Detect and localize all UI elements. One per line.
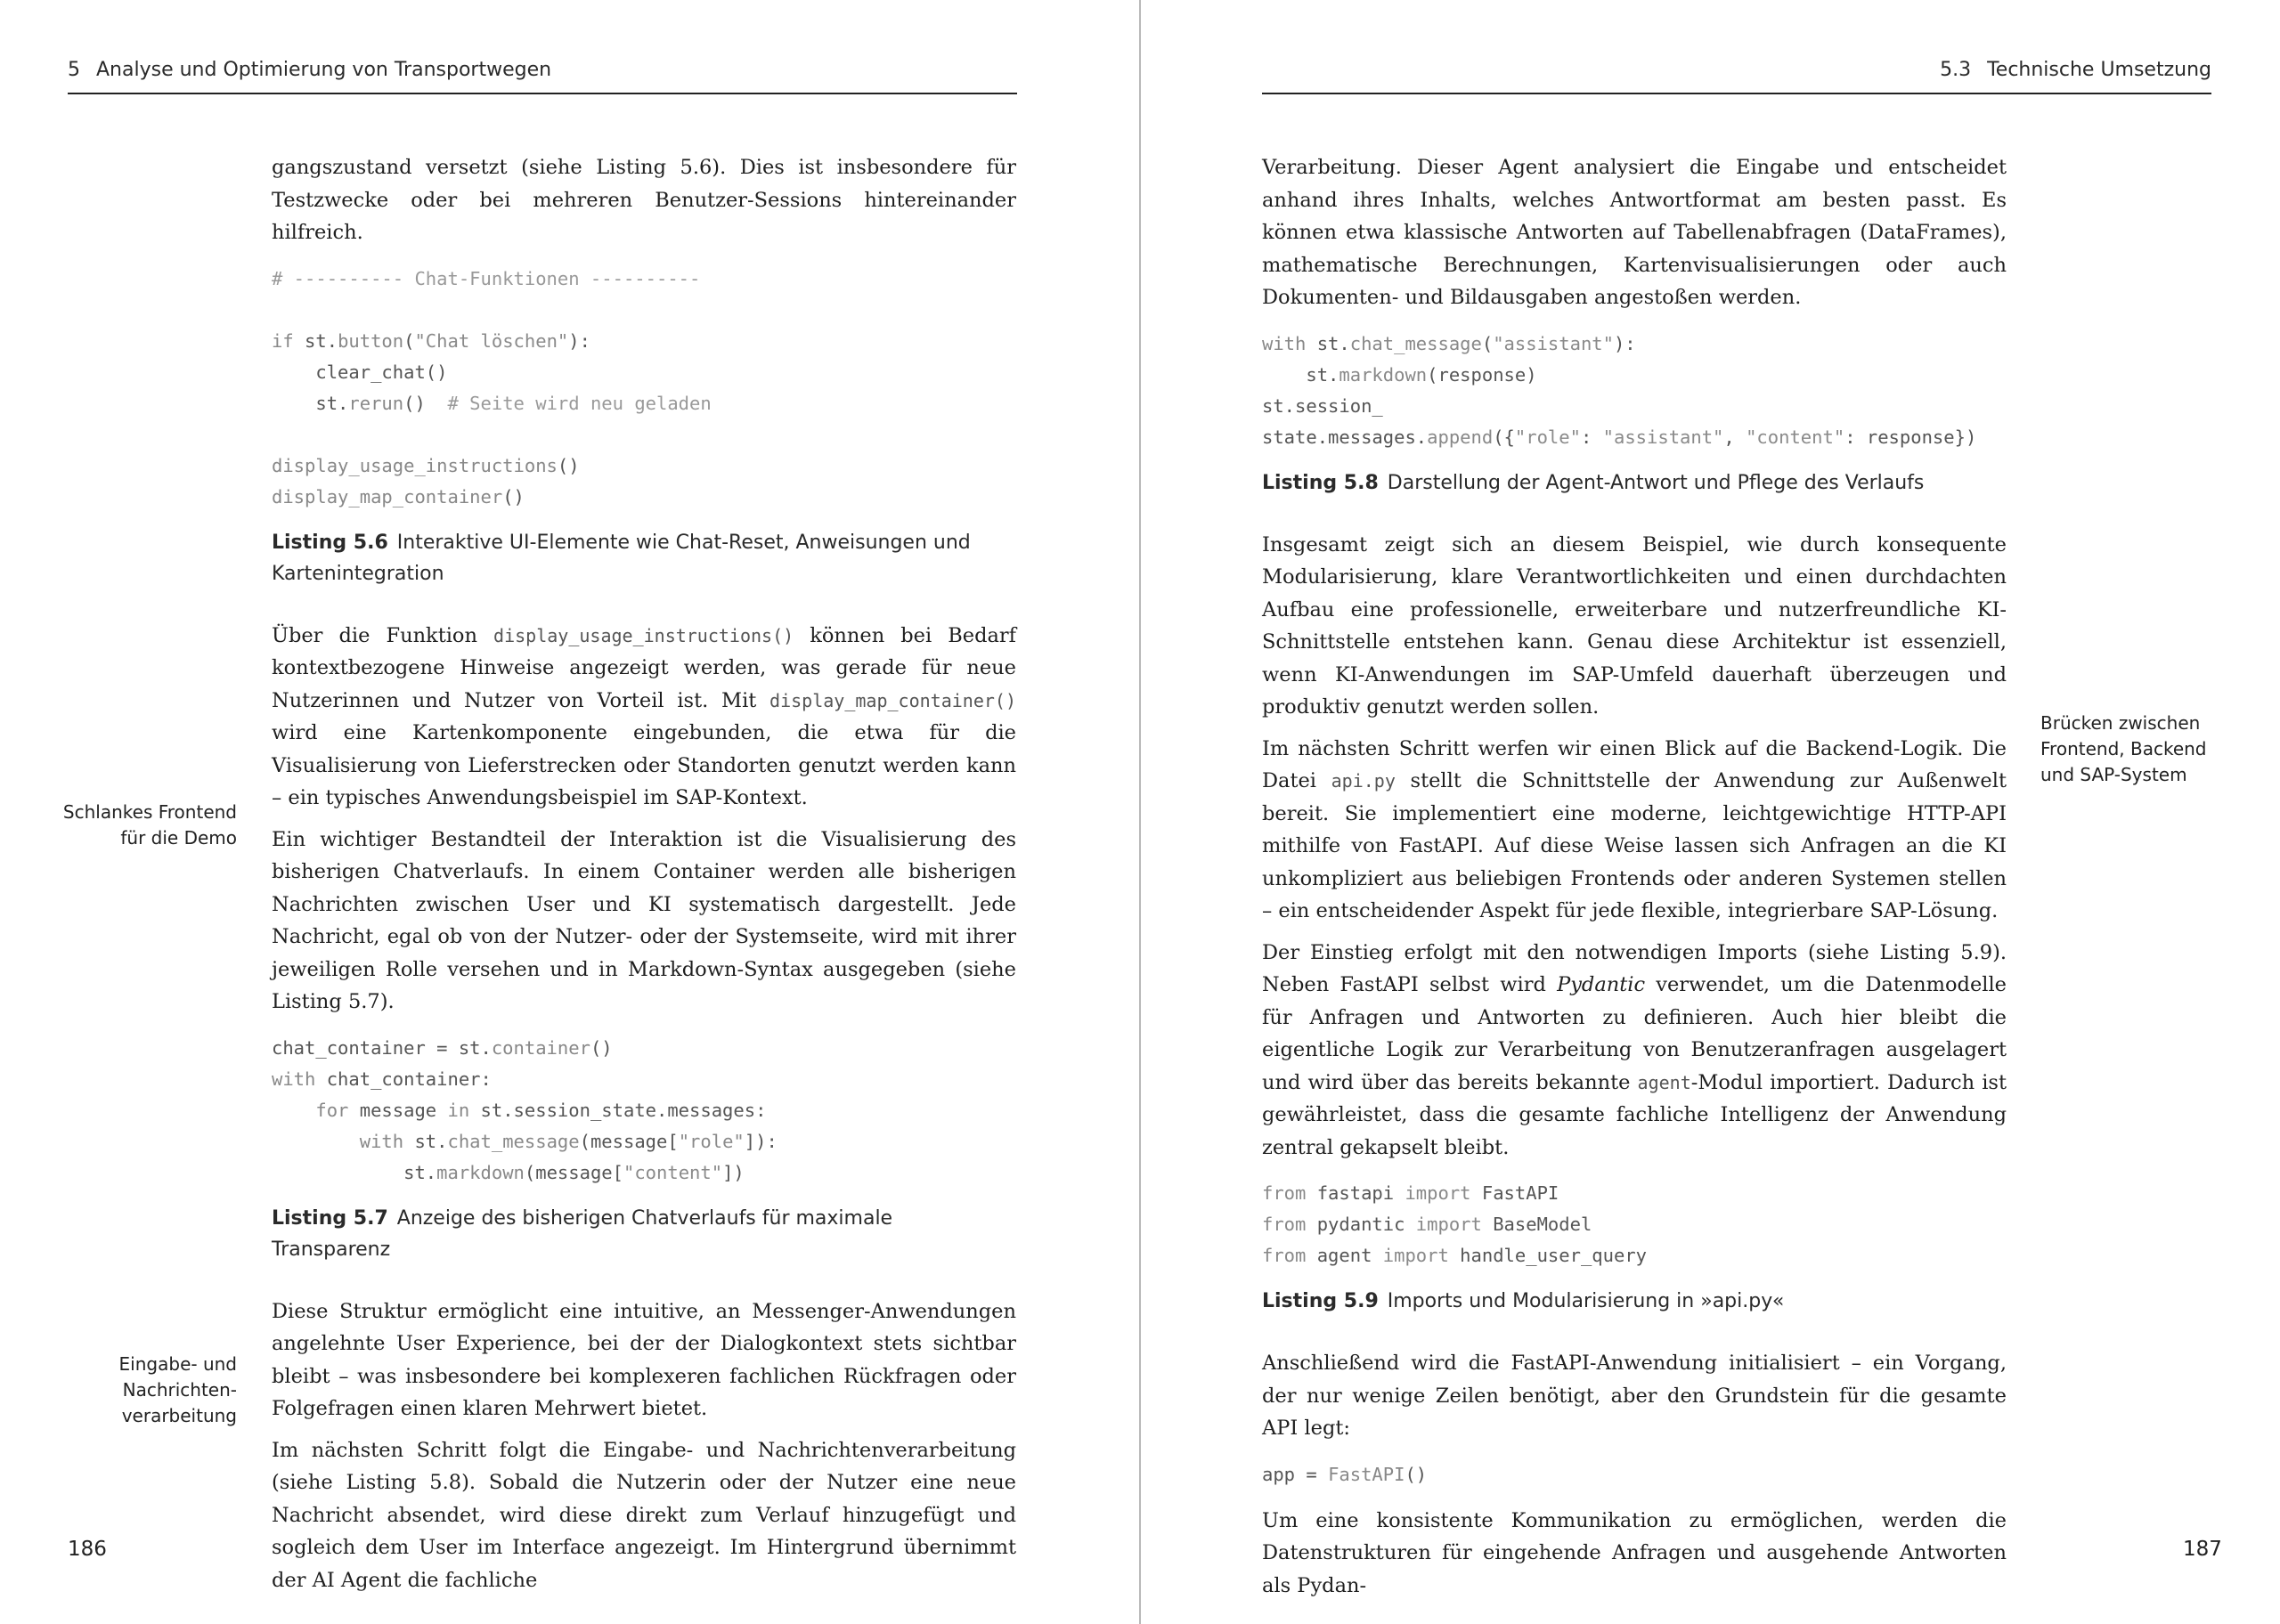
inline-code: display_map_container() bbox=[770, 689, 1016, 711]
margin-note-bridges: Brücken zwischen Frontend, Backend und SAP-System bbox=[2040, 712, 2207, 785]
inline-code: display_usage_instructions() bbox=[493, 624, 794, 646]
paragraph: Anschließend wird die FastAPI-Anwendung initialisiert – ein Vorgang, der nur wenige Zeilen benötigt, aber den Grundstein für die gesamte API legt: bbox=[1262, 1352, 2007, 1440]
listing-label: Listing 5.7 bbox=[272, 1206, 388, 1230]
paragraph: Um eine konsistente Kommunikation zu ermöglichen, werden die Datenstrukturen für eingehende Anfragen und ausgehende Antworten als Pydan- bbox=[1262, 1508, 2007, 1597]
section-number: 5.3 bbox=[1940, 59, 1972, 81]
inline-code: agent bbox=[1637, 1071, 1691, 1093]
margin-note-input: Eingabe- und Nachrichtenverarbeitung bbox=[118, 1353, 237, 1426]
paragraph: Ein wichtiger Bestandteil der Interaktion ist die Visualisierung des bisherigen Chatverlaufs. In einem Container werden alle bisherigen Nachrichten zwischen User und KI systematisch dargestellt. Jede Nachricht, egal ob von der Nutzer- oder der Systemseite, wird mit ihrer jeweiligen Rolle versehen und in Markdown-Syntax ausgegeben (siehe Listing 5.7). bbox=[272, 827, 1016, 1013]
code-listing-5-7: chat_container = st.container() with chat_container: for message in st.session_state.messages: with st.chat_message(message["role"]): st.markdown(message["content"]) bbox=[272, 1036, 778, 1183]
page-number: 186 bbox=[68, 1538, 107, 1561]
paragraph: gangszustand versetzt (siehe Listing 5.6). Dies ist insbesondere für Testzwecke oder bei mehreren Benutzer-Sessions hintereinander hilfreich. bbox=[272, 156, 1016, 244]
paragraph: Verarbeitung. Dieser Agent analysiert die Eingabe und entscheidet anhand ihres Inhalts, welches Antwortformat am besten passt. Es können etwa klassische Antworten auf Tabellenabfragen (DataFrames), mathematische Berechnungen, Kartenvisualisierungen oder auch Dokumenten- und Bildausgaben angestoßen werden. bbox=[1262, 156, 2007, 309]
listing-label: Listing 5.9 bbox=[1262, 1290, 1379, 1312]
running-header bbox=[68, 57, 1017, 94]
paragraph: Im nächsten Schritt werfen wir einen Blick auf die Backend-Logik. Die Datei api.py stellt die Schnittstelle der Anwendung zur Außenwelt bereit. Sie implementiert eine moderne, leichtgewichtige HTTP-API mithilfe von FastAPI. Auf diese Weise lassen sich Anfragen an die KI unkompliziert aus beliebigen Frontends oder anderen Systemen stellen – ein entscheidender Aspekt für jede flexible, integrierbare SAP-Lösung. bbox=[1262, 736, 2007, 922]
listing-caption-text: Darstellung der Agent-Antwort und Pflege des Verlaufs bbox=[1387, 471, 1925, 494]
code-listing-5-6: # ---------- Chat-Funktionen ---------- if st.button("Chat löschen"): clear_chat() st.rerun() # Seite wird neu geladen display_usage_instructions() display_map_container() bbox=[272, 267, 712, 508]
listing-caption bbox=[1262, 467, 2007, 499]
right-page bbox=[1141, 0, 2280, 1624]
margin-note-frontend: Schlankes Frontend für die Demo bbox=[62, 801, 237, 849]
chapter-title: Analyse und Optimierung von Transportwegen bbox=[96, 59, 552, 81]
section-title: Technische Umsetzung bbox=[1987, 59, 2211, 81]
paragraph: Der Einstieg erfolgt mit den notwendigen Imports (siehe Listing 5.9). Neben FastAPI selbst wird Pydantic verwendet, um die Datenmodelle für Anfragen und Antworten zu definieren. Auch hier bleibt die eigentliche Logik zur Verarbeitung von Benutzeranfragen ausgelagert und wird über das bereits bekannte agent-Modul importiert. Dadurch ist gewährleistet, dass die gesamte fachliche Intelligenz der Anwendung zentral gekapselt bleibt. bbox=[1262, 940, 2007, 1159]
left-page bbox=[0, 0, 1139, 1624]
body-text bbox=[272, 151, 1016, 1596]
code-listing-5-8: with st.chat_message("assistant"): st.markdown(response) st.session_ state.messages.append({"role": "assistant", "content": response}) bbox=[1262, 332, 1977, 448]
listing-caption-text: Interaktive UI-Elemente wie Chat-Reset, Anweisungen und Kartenintegration bbox=[272, 531, 971, 585]
page-number: 187 bbox=[2183, 1538, 2222, 1561]
paragraph: Diese Struktur ermöglicht eine intuitive, an Messenger-Anwendungen angelehnte User Experience, bei der der Dialogkontext stets sichtbar bleibt – was insbesondere bei komplexeren fachlichen Rückfragen oder Folgefragen einen klaren Mehrwert bietet. bbox=[272, 1299, 1016, 1420]
listing-caption-text: Anzeige des bisherigen Chatverlaufs für maximale Transparenz bbox=[272, 1206, 893, 1261]
code-snippet-app: app = FastAPI() bbox=[1262, 1463, 1428, 1485]
paragraph: Im nächsten Schritt folgt die Eingabe- und Nachrichtenverarbeitung (siehe Listing 5.8). Sobald die Nutzerin oder der Nutzer eine neue Nachricht absendet, wird diese direkt zum Verlauf hinzugefügt und sogleich dem User im Interface angezeigt. Im Hintergrund übernimmt der AI Agent die fachliche bbox=[272, 1438, 1016, 1592]
listing-label: Listing 5.6 bbox=[272, 531, 388, 554]
paragraph: Insgesamt zeigt sich an diesem Beispiel, wie durch konsequente Modularisierung, klare Verantwortlichkeiten und einen durchdachten Aufbau eine professionelle, erweiterbare und nutzerfreundliche KI-Schnittstelle entstehen kann. Genau diese Architektur ist essenziell, wenn KI-Anwendungen im SAP-Umfeld dauerhaft überzeugen und produktiv genutzt werden sollen. bbox=[1262, 532, 2007, 719]
running-header bbox=[1262, 57, 2211, 94]
inline-code: api.py bbox=[1331, 770, 1396, 792]
paragraph: Über die Funktion display_usage_instructions() können bei Bedarf kontextbezogene Hinweise angezeigt werden, was gerade für neue Nutzerinnen und Nutzer von Vorteil ist. Mit display_map_container() wird eine Kartenkomponente eingebunden, die etwa für die Visualisierung von Lieferstrecken oder Standorten genutzt werden kann – ein typisches Anwendungsbeispiel im SAP-Kontext. bbox=[272, 623, 1016, 809]
listing-caption-text: Imports und Modularisierung in »api.py« bbox=[1387, 1290, 1785, 1312]
listing-caption bbox=[1262, 1286, 2007, 1317]
listing-caption bbox=[272, 1203, 1016, 1265]
emphasis: Pydantic bbox=[1557, 973, 1646, 996]
listing-label: Listing 5.8 bbox=[1262, 471, 1379, 494]
chapter-number: 5 bbox=[68, 59, 80, 81]
listing-caption bbox=[272, 527, 1016, 589]
body-text bbox=[1262, 151, 2007, 1602]
code-listing-5-9: from fastapi import FastAPI from pydantic import BaseModel from agent import handle_user_query bbox=[1262, 1182, 1648, 1266]
